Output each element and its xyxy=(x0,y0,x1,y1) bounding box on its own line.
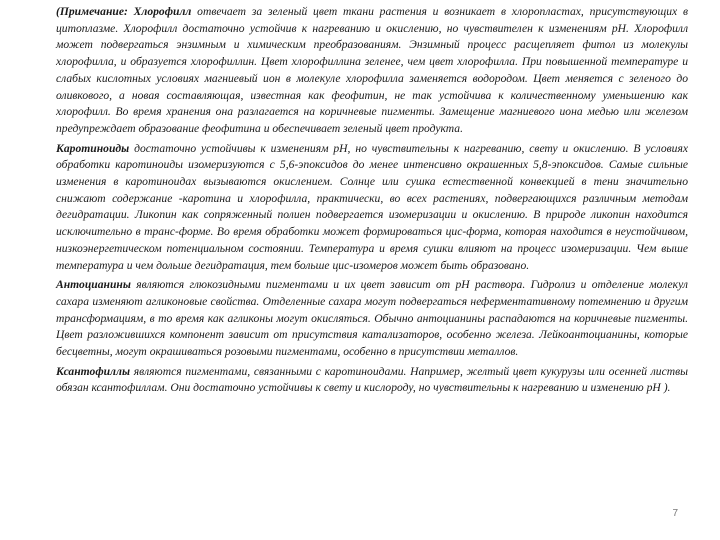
paragraph-text: достаточно устойчивы к изменениям pH, но чувствительны к нагреванию, свету и окислению. В условиях обработки каротиноиды изомеризуются с 5,6-эпоксидов до менее интенсивно окрашенных 5,8-эпоксидов. Самые сильные изменения в каротиноидах вызываются окислением. Солнце или сушка естественной конвекцией в тени значительно снижают содержание -каротина и хлорофилла, практически, во всех растениях, подвергающихся различным методам дегидратации. Ликопин как сопряженный полиен подвергается изомеризации и окислению. В природе ликопин находится исключительно в транс-форме. Во время обработки может формироваться цис-форма, которая находится в неустойчивом, низкоэнергетическом потенциальном состоянии. Температура и время сушки влияют на процесс изомеризации. Чем выше температура и чем дольше дегидратация, тем больше цис-изомеров может быть образовано. xyxy=(56,141,688,272)
paragraph-text: отвечает за зеленый цвет ткани растения и возникает в хлоропластах, присутствующих в цитоплазме. Хлорофилл достаточно устойчив к нагреванию и окислению, но чувствителен к изменениям pH. Хлорофилл может подвергаться энзимным и химическим преобразованиям. Энзимный процесс расщепляет фитол из молекулы хлорофилла, и образуется хлорофиллин. Цвет хлорофиллина зеленее, чем цвет хлорофилла. При повышенной температуре и слабых кислотных условиях магниевый ион в молекуле хлорофилла заменяется водородом. Цвет меняется с зеленого до оливкового, а новая составляющая, известная как феофитин, не так устойчива к количественному уменьшению как хлорофилл. Во время хранения она разлагается на коричневые пигменты. Замещение магниевого иона медью или железом предупреждает образование феофитина и обеспечивает зеленый цвет продукта. xyxy=(56,5,689,135)
term-xanthophylls: Ксантофиллы xyxy=(56,364,131,378)
page-number: 7 xyxy=(672,508,678,519)
paragraph-chlorophyll xyxy=(56,4,688,138)
term-carotenoids: Каротиноиды xyxy=(56,141,130,155)
paragraph-text: являются пигментами, связанными с каротиноидами. Например, желтый цвет кукурузы или осенней листвы обязан ксантофиллам. Они достаточно устойчивы к свету и кислороду, но чувствительны к нагреванию и изменению pH ). xyxy=(56,364,688,395)
paragraph-xanthophylls xyxy=(56,364,688,397)
term-anthocyanins: Антоцианины xyxy=(56,278,131,292)
term-chlorophyll: (Примечание: Хлорофилл xyxy=(56,5,192,18)
paragraph-text: являются глюкозидными пигментами и их цвет зависит от pH раствора. Гидролиз и отделение молекул сахара изменяют агликоновые свойства. Отделенные сахара могут подвергаться неферментативному потемнению и другим трансформациям, в то время как агликоны могут окисляться. Обычно антоцианины распадаются на коричневые пигменты. Цвет разложившихся компонент зависит от присутствия катализаторов, особенно железа. Лейкоантоцианины, которые бесцветны, могут окрашиваться розовыми пигментами, особенно в присутствии металлов. xyxy=(56,278,688,359)
paragraph-carotenoids xyxy=(56,141,688,275)
document-body xyxy=(56,4,688,400)
paragraph-anthocyanins xyxy=(56,277,688,361)
